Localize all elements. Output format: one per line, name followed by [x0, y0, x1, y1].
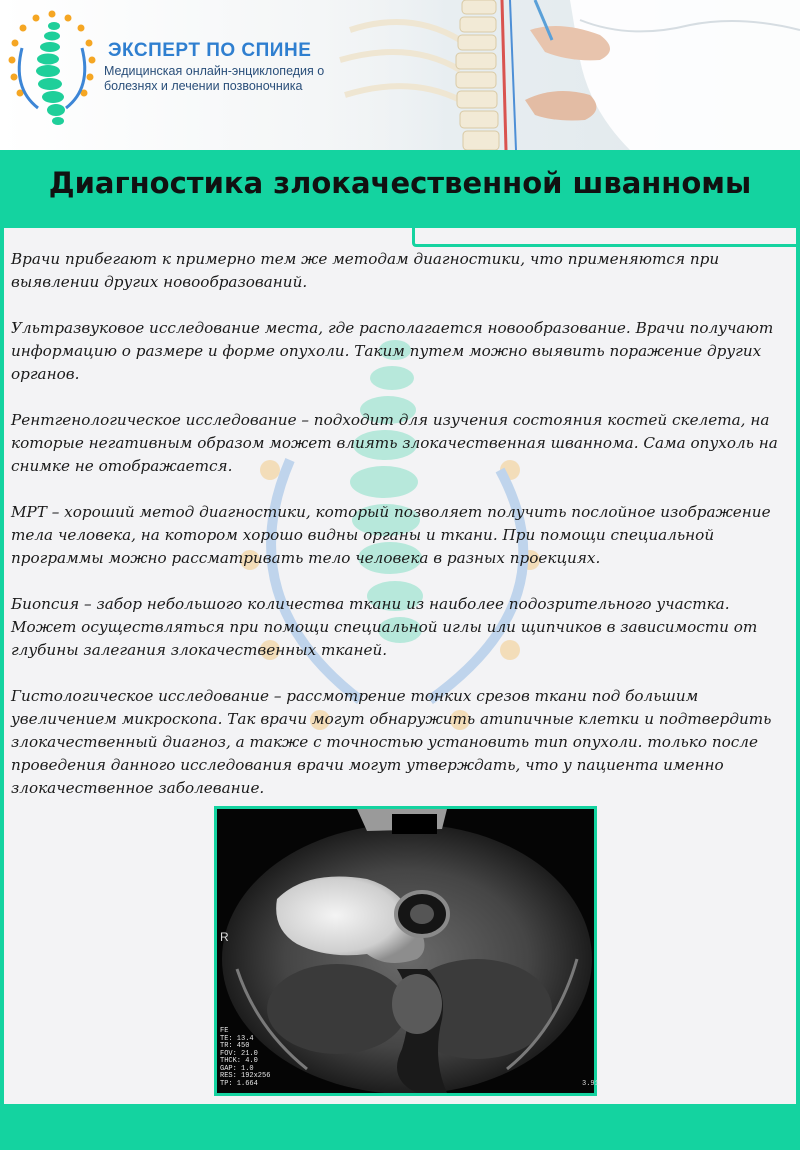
page-title: Диагностика злокачественной шванномы	[48, 166, 752, 200]
spine-logo-icon	[8, 8, 96, 126]
mri-param: RES: 192x256	[220, 1072, 271, 1080]
mri-image-frame	[214, 806, 597, 1096]
brand-subtitle: Медицинская онлайн-энциклопедия о болезнях и лечении позвоночника	[104, 64, 325, 93]
mri-scan-image	[217, 809, 594, 1093]
mri-param: GAP: 1.0	[220, 1064, 254, 1073]
brand-title[interactable]: ЭКСПЕРТ ПО СПИНЕ	[108, 40, 312, 61]
mri-param: TR: 450	[220, 1042, 250, 1050]
paragraph-ultrasound: Ультразвуковое исследование места, где располагается новообразование. Врачи получают информацию о размере и форме опухоли. Таким путем можно выявить поражение других органов.	[11, 319, 774, 383]
mri-param: TE: 13.4	[220, 1034, 254, 1043]
paragraph-histology: Гистологическое исследование – рассмотрение тонких срезов ткани под большим увеличением микроскопа. Так врачи могут обнаружить атипичные клетки и подтвердить злокачественный диагноз, а также с точностью установить тип опухоли. только после проведения данного исследования врачи могут утверждать, что у пациента именно злокачественное заболевание.	[11, 687, 772, 797]
mri-param: FOV: 21.0	[220, 1049, 258, 1058]
mri-param: FE	[220, 1027, 229, 1035]
decorative-notch	[412, 226, 800, 247]
paragraph-intro: Врачи прибегают к примерно тем же методам диагностики, что применяются при выявлении других новообразований.	[11, 250, 720, 291]
paragraph-xray: Рентгенологическое исследование – подходит для изучения состояния костей скелета, на которые негативным образом может влиять злокачественная шваннома. Сама опухоль на снимке не отображается.	[11, 411, 778, 475]
mri-parameters	[220, 1028, 270, 1088]
mri-corner-label: 3.91	[582, 1080, 599, 1088]
header-banner	[0, 0, 800, 150]
paragraph-biopsy: Биопсия – забор небольшого количества ткани из наиболее подозрительного участка. Может осуществляться при помощи специальной иглы или щипчиков в зависимости от глубины залегания злокачественных тканей.	[11, 595, 758, 659]
mri-param: THCK: 4.0	[220, 1057, 258, 1065]
article-body	[11, 248, 781, 823]
mri-side-marker: R	[220, 930, 229, 944]
paragraph-mri: МРТ – хороший метод диагностики, который позволяет получить послойное изображение тела человека, на котором хорошо видны органы и ткани. При помощи специальной программы можно рассматривать тело человека в разных проекциях.	[11, 503, 771, 567]
bottom-band	[0, 1104, 800, 1150]
mri-param: TP: 1.664	[220, 1079, 258, 1088]
spine-model-photo	[330, 0, 800, 150]
